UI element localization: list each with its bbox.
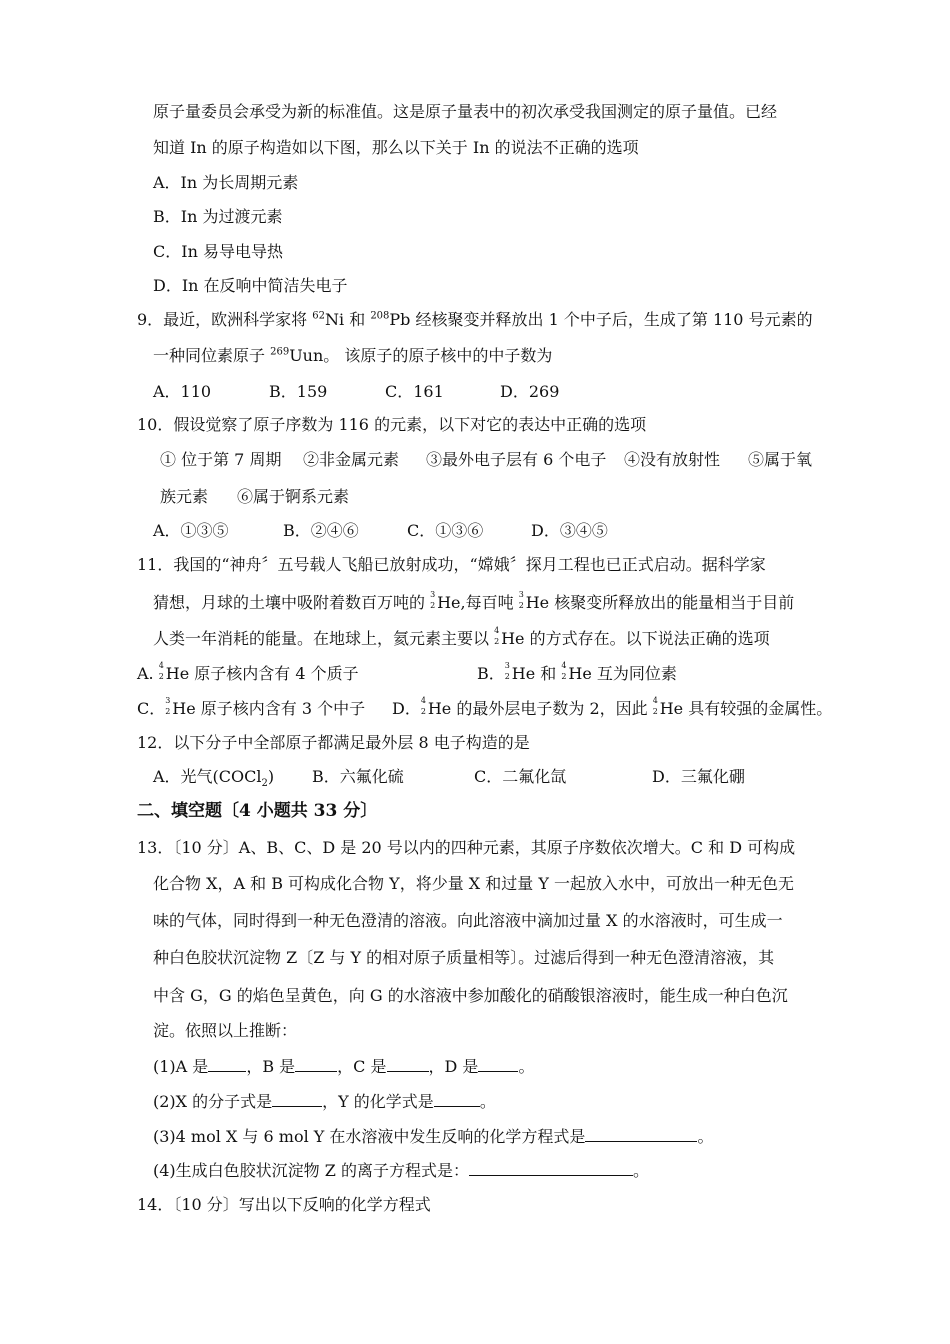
q8-stem-line-1: 原子量委员会承受为新的标准值。这是原子量表中的初次承受我国测定的原子量值。已经 <box>153 102 778 121</box>
q13-sub-3: (3)4 mol X 与 6 mol Y 在水溶液中发生反响的化学方程式是 。 <box>153 1127 714 1146</box>
q11-stem-line-3: 人类一年消耗的能量。在地球上，氦元素主要以 4 2 He 的方式存在。以下说法正确的选项 <box>153 626 770 648</box>
q8-option-c: C．In 易导电导热 <box>153 242 283 261</box>
q8-stem-line-2: 知道 In 的原子构造如以下图，那么以下关于 In 的说法不正确的选项 <box>153 138 639 157</box>
q9-stem-line-2: 一种同位素原子 $^{269}$Uun。 该原子的原子核中的中子数为 <box>153 346 553 365</box>
answer-blank <box>387 1056 429 1072</box>
section-heading: 二、填空题〔4 小题共 33 分〕 <box>137 801 378 821</box>
q10-item-2: ②非金属元素 <box>303 450 400 469</box>
q8-option-d: D．In 在反响中简洁失电子 <box>153 276 348 295</box>
q11-option-a: A. 4 2 He 原子核内含有 4 个质子 <box>137 661 359 683</box>
q13-stem-line-3: 味的气体，同时得到一种无色澄清的溶液。向此溶液中滴加过量 X 的水溶液时，可生成一 <box>153 911 783 930</box>
q9-stem-line-1: 9．最近，欧洲科学家将 $^{62}$Ni 和 $^{208}$Pb 经核聚变并释放出 1 个中子后，生成了第 110 号元素的 <box>137 310 813 329</box>
q9-option-c: C．161 <box>385 382 444 401</box>
q10-option-d: D．③④⑤ <box>531 521 608 540</box>
q8-option-b: B．In 为过渡元素 <box>153 207 283 226</box>
q10-item-3: ③最外电子层有 6 个电子 <box>426 450 607 469</box>
answer-blank <box>469 1160 633 1176</box>
q11-option-b: B． 3 2 He 和 4 2 He 互为同位素 <box>477 661 677 683</box>
q13-sub-2: (2)X 的分子式是 ，Y 的化学式是 。 <box>153 1092 496 1111</box>
q9-option-b: B．159 <box>269 382 328 401</box>
answer-blank <box>478 1056 518 1072</box>
q12-option-a: A．光气(COCl$_2$) <box>153 767 275 790</box>
q10-item-5: ⑤属于氧 <box>748 450 813 469</box>
q10-item-5-cont: 族元素 <box>160 487 209 506</box>
q11-stem-line-1: 11．我国的“神舟〞五号载人飞船已放射成功，“嫦娥〞探月工程也已正式启动。据科学家 <box>137 555 766 574</box>
q12-option-d: D．三氟化硼 <box>652 767 745 786</box>
q10-option-c: C．①③⑥ <box>407 521 484 540</box>
answer-blank <box>585 1126 697 1142</box>
q12-option-b: B．六氟化硫 <box>312 767 404 786</box>
q13-stem-line-1: 13．〔10 分〕A、B、C、D 是 20 号以内的四种元素，其原子序数依次增大。C 和 D 可构成 <box>137 838 796 857</box>
isotope-he4: 4 2 <box>494 626 500 646</box>
q13-sub-4: (4)生成白色胶状沉淀物 Z 的离子方程式是： 。 <box>153 1161 649 1180</box>
q13-stem-line-5: 中含 G，G 的焰色呈黄色，向 G 的水溶液中参加酸化的硝酸银溶液时，能生成一种白色沉 <box>153 986 788 1005</box>
q10-option-b: B．②④⑥ <box>283 521 359 540</box>
q13-stem-line-4: 种白色胶状沉淀物 Z〔Z 与 Y 的相对原子质量相等〕。过滤后得到一种无色澄清溶液，其 <box>153 948 775 967</box>
q13-stem-line-2: 化合物 X，A 和 B 可构成化合物 Y，将少量 X 和过量 Y 一起放入水中，可放出一种无色无 <box>153 874 794 893</box>
q12-stem: 12．以下分子中全部原子都满足最外层 8 电子构造的是 <box>137 733 530 752</box>
q11-option-d: D． 4 2 He 的最外层电子数为 2，因此 4 2 He 具有较强的金属性。 <box>392 696 833 718</box>
q13-stem-line-6: 淀。依照以上推断： <box>153 1021 298 1040</box>
q8-option-a: A．In 为长周期元素 <box>153 173 299 192</box>
q12-option-c: C．二氟化氙 <box>474 767 567 786</box>
answer-blank <box>295 1056 337 1072</box>
answer-blank <box>272 1091 322 1107</box>
q11-stem-line-2: 猜想，月球的土壤中吸附着数百万吨的 3 2 He,每百吨 3 2 He 核聚变所释放出的能量相当于目前 <box>153 590 795 612</box>
q10-option-a: A．①③⑤ <box>153 521 229 540</box>
q11-option-c: C． 3 2 He 原子核内含有 3 个中子 <box>137 696 366 718</box>
q9-option-a: A．110 <box>153 382 212 401</box>
isotope-he3: 3 2 <box>518 590 524 610</box>
answer-blank <box>434 1091 480 1107</box>
q9-option-d: D．269 <box>500 382 560 401</box>
q14-stem: 14．〔10 分〕写出以下反响的化学方程式 <box>137 1195 431 1214</box>
q10-item-6: ⑥属于锕系元素 <box>237 487 350 506</box>
q10-item-4: ④没有放射性 <box>624 450 721 469</box>
q13-sub-1: (1)A 是 ，B 是 ，C 是 ，D 是 。 <box>153 1057 535 1076</box>
answer-blank <box>208 1056 246 1072</box>
q10-item-1: ① 位于第 7 周期 <box>160 450 282 469</box>
isotope-he3: 3 2 <box>430 590 436 610</box>
q10-stem: 10．假设觉察了原子序数为 116 的元素，以下对它的表达中正确的选项 <box>137 415 647 434</box>
